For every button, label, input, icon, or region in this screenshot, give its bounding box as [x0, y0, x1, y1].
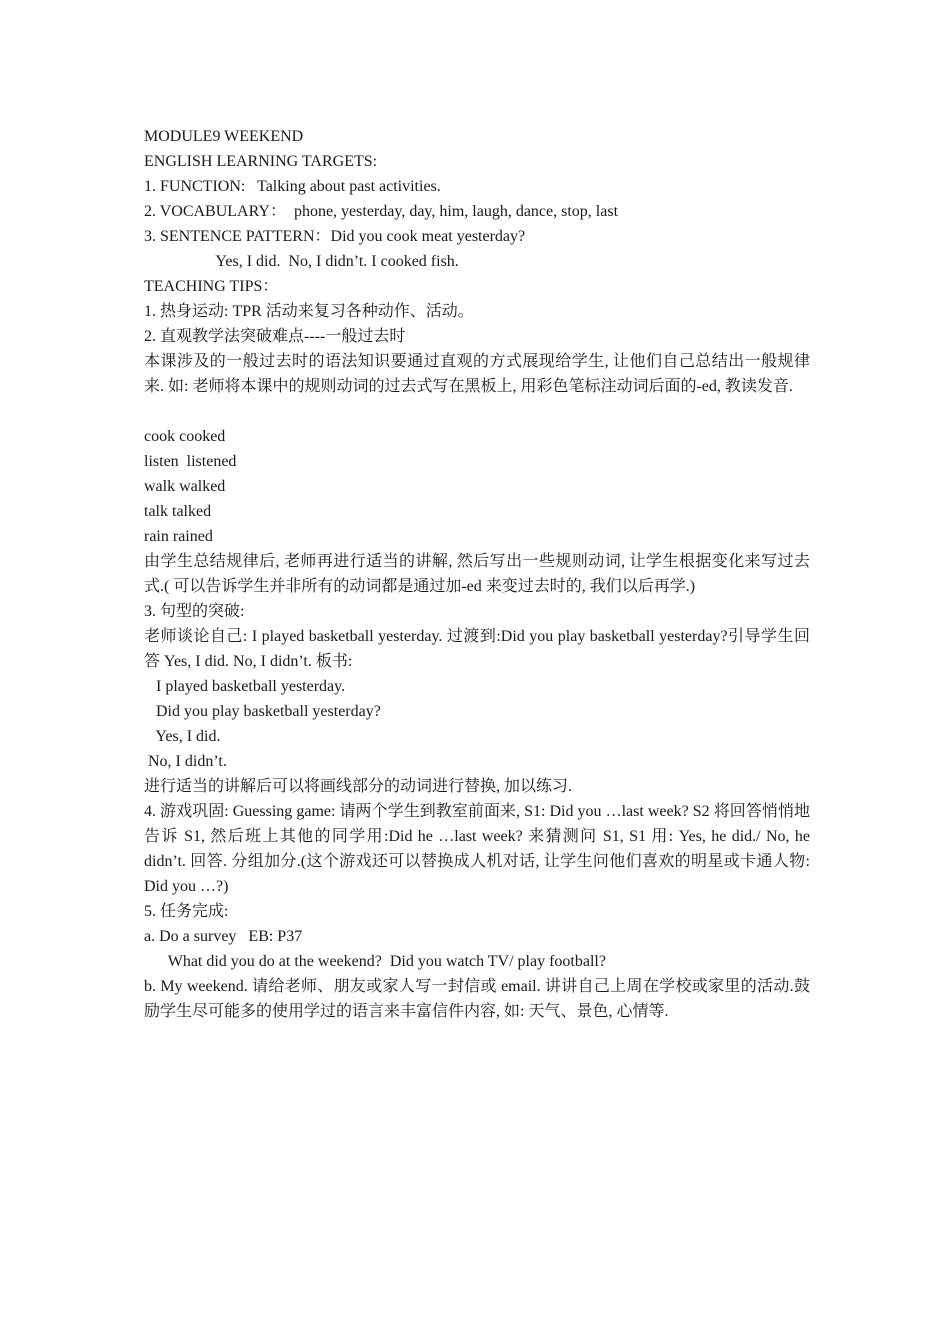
board-line: No, I didn’t. — [144, 753, 227, 770]
target-vocabulary: 2. VOCABULARY： phone, yesterday, day, him, laugh, dance, stop, last — [144, 203, 619, 220]
verb-pair: talk talked — [144, 503, 212, 520]
document-page — [144, 124, 810, 1024]
teaching-tips-heading: TEACHING TIPS： — [144, 278, 279, 295]
tip-sentence-pattern-paragraph: 老师谈论自己: I played basketball yesterday. 过渡到:Did you play basketball yesterday?引导学生回答 Yes, I did. No, I didn’t. 板书: — [144, 628, 810, 670]
target-function: 1. FUNCTION: Talking about past activities. — [144, 178, 441, 195]
task-b-my-weekend-paragraph: b. My weekend. 请给老师、朋友或家人写一封信或 email. 讲讲自己上周在学校或家里的活动.鼓励学生尽可能多的使用学过的语言来丰富信件内容, 如: 天气、景色, 心情等. — [144, 978, 810, 1020]
board-line: Yes, I did. — [144, 728, 221, 745]
tip-direct-teaching-paragraph: 本课涉及的一般过去时的语法知识要通过直观的方式展现给学生, 让他们自己总结出一般规律来. 如: 老师将本课中的规则动词的过去式写在黑板上, 用彩色笔标注动词后面的-ed, 教读发音. — [144, 353, 810, 395]
target-sentence-answer: Yes, I did. No, I didn’t. I cooked fish. — [144, 253, 459, 270]
tip-task-completion: 5. 任务完成: — [144, 903, 229, 920]
blank-line — [144, 399, 810, 424]
tip-warmup: 1. 热身运动: TPR 活动来复习各种动作、活动。 — [144, 303, 474, 320]
target-sentence-pattern: 3. SENTENCE PATTERN：Did you cook meat yesterday? — [144, 228, 526, 245]
tip-sentence-pattern: 3. 句型的突破: — [144, 603, 245, 620]
task-a-questions: What did you do at the weekend? Did you watch TV/ play football? — [144, 953, 606, 970]
verb-pair: rain rained — [144, 528, 213, 545]
board-practice-paragraph: 进行适当的讲解后可以将画线部分的动词进行替换, 加以练习. — [144, 778, 573, 795]
task-a-survey: a. Do a survey EB: P37 — [144, 928, 303, 945]
verb-pair: listen listened — [144, 453, 237, 470]
module-title: MODULE9 WEEKEND — [144, 128, 304, 145]
verbs-summary-paragraph: 由学生总结规律后, 老师再进行适当的讲解, 然后写出一些规则动词, 让学生根据变化来写过去式.( 可以告诉学生并非所有的动词都是通过加-ed 来变过去时的, 我们以后再学.) — [144, 553, 810, 595]
tip-guessing-game-paragraph: 4. 游戏巩固: Guessing game: 请两个学生到教室前面来, S1: Did you …last week? S2 将回答悄悄地告诉 S1, 然后班上其他的同学用:Did he …last week? 来猜测问 S1, S1 用: Yes, he did./ No, he didn’t. 回答. 分组加分.(这个游戏还可以替换成人机对话, 让学生问他们喜欢的明星或卡通人物: Did you …?) — [144, 803, 810, 895]
board-line: I played basketball yesterday. — [144, 678, 346, 695]
tip-direct-teaching: 2. 直观教学法突破难点----一般过去时 — [144, 328, 406, 345]
targets-heading: ENGLISH LEARNING TARGETS: — [144, 153, 378, 170]
verb-pair: walk walked — [144, 478, 226, 495]
board-line: Did you play basketball yesterday? — [144, 703, 381, 720]
verb-pair: cook cooked — [144, 428, 226, 445]
